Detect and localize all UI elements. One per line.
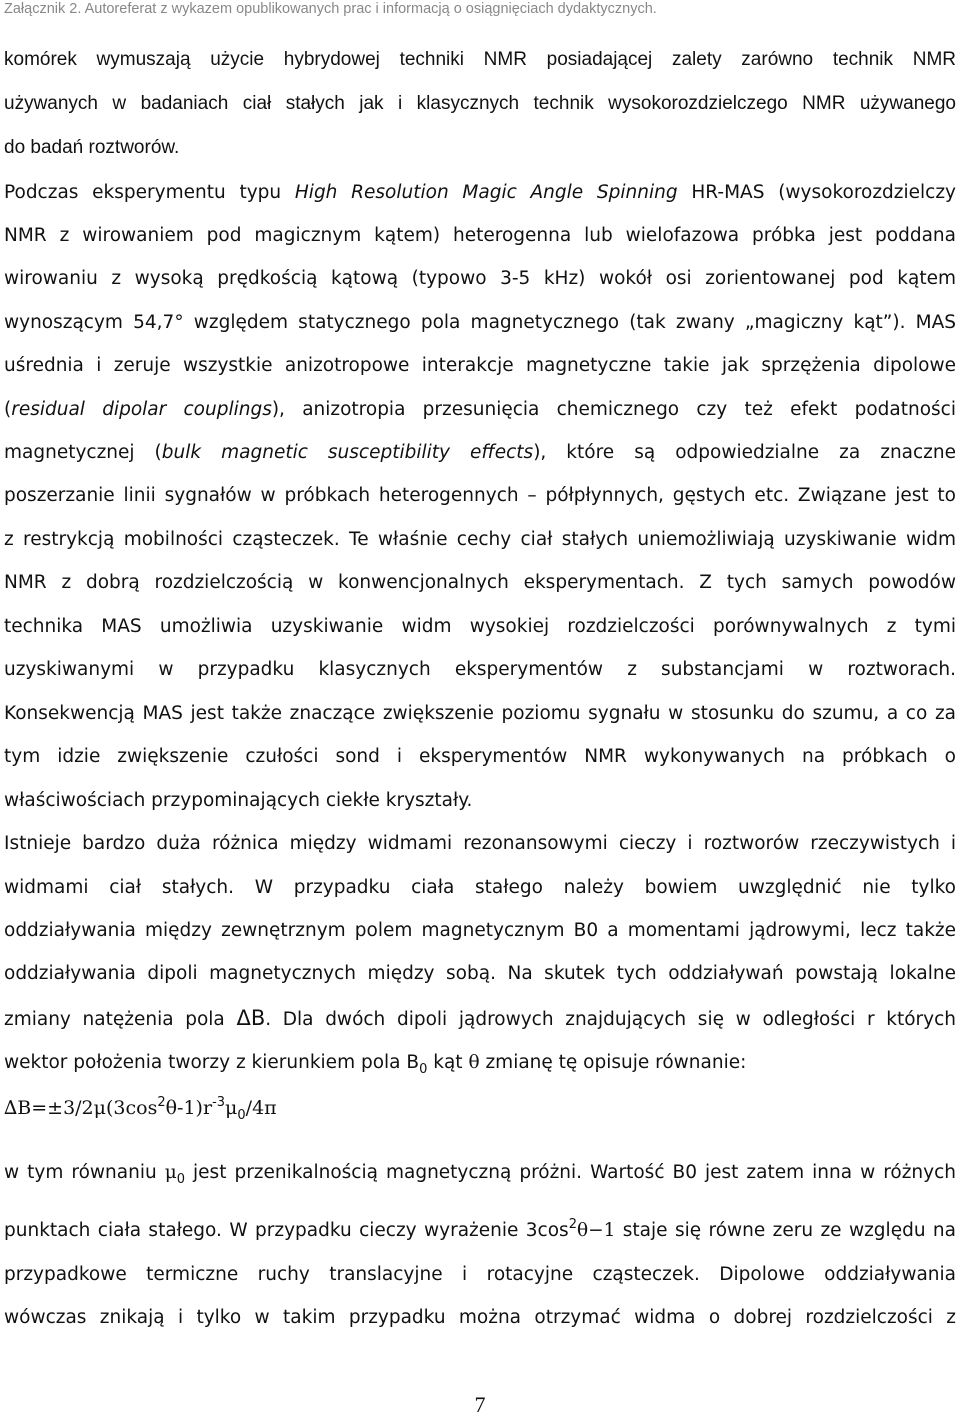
text-span: punktach ciała stałego. W przypadku cieczy wyrażenie 3cos [4, 1220, 569, 1241]
paragraph-line: Istnieje bardzo duża różnica między widmami rezonansowymi cieczy i roztworów rzeczywistych i [4, 833, 956, 854]
equation-part: /4π [245, 1097, 277, 1119]
paragraph-line: oddziaływania między zewnętrznym polem magnetycznym B0 a momentami jądrowymi, lecz także [4, 920, 956, 941]
paragraph-line: oddziaływania dipoli magnetycznych między sobą. Na skutek tych oddziaływań powstają lokalne [4, 963, 956, 984]
document-header: Załącznik 2. Autoreferat z wykazem opublikowanych prac i informacją o osiągnięciach dydaktycznych. [4, 1, 657, 17]
theta-minus-one: θ−1 [576, 1220, 616, 1241]
mu-symbol: μ [225, 1097, 238, 1119]
paragraph-line: uzyskiwanymi w przypadku klasycznych eksperymentów z substancjami w roztworach. [4, 659, 956, 680]
paragraph-line [4, 1005, 956, 1033]
text-span: zmianę tę opisuje równanie: [479, 1052, 747, 1073]
paragraph-line: technika MAS umożliwia uzyskiwanie widm wysokiej rozdzielczości porównywalnych z tymi [4, 616, 956, 637]
text-span: ), anizotropia przesunięcia chemicznego czy też efekt podatności [271, 399, 956, 420]
paragraph-line: wynoszącym 54,7° względem statycznego pola magnetycznego (tak zwany „magiczny kąt”). MAS [4, 312, 956, 333]
paragraph-line: przypadkowe termiczne ruchy translacyjne i rotacyjne cząsteczek. Dipolowe oddziaływania [4, 1264, 956, 1285]
equation-part: ∆B=±3/2μ(3cos [4, 1097, 158, 1119]
text-span: jest przenikalnością magnetyczną próżni. Wartość B0 jest zatem inna w różnych [185, 1162, 957, 1183]
italic-term: High Resolution Magic Angle Spinning [294, 182, 678, 203]
text-span: HR-MAS (wysokorozdzielczy [677, 182, 956, 203]
text-span: kąt [427, 1052, 469, 1073]
paragraph-line: z restrykcją mobilności cząsteczek. Te właśnie cechy ciał stałych uniemożliwiają uzyskiwanie widm [4, 529, 956, 550]
paragraph-line: komórek wymuszają użycie hybrydowej techniki NMR posiadającej zalety zarówno technik NMR [4, 49, 956, 70]
paragraph-line [4, 1218, 956, 1244]
page-number: 7 [474, 1392, 486, 1417]
paragraph-line [4, 1050, 956, 1076]
italic-term: bulk magnetic susceptibility effects [161, 442, 534, 463]
text-span: Podczas eksperymentu typu [4, 182, 295, 203]
mu-symbol: μ [164, 1162, 177, 1183]
text-span: wektor położenia tworzy z kierunkiem pola B [4, 1052, 420, 1073]
paragraph-line: tym idzie zwiększenie czułości sond i eksperymentów NMR wykonywanych na próbkach o [4, 746, 956, 767]
text-span: w tym równaniu [4, 1162, 165, 1183]
superscript: -3 [212, 1095, 226, 1110]
text-span: staje się równe zeru ze względu na [615, 1220, 956, 1241]
paragraph-line [4, 1160, 956, 1186]
theta-symbol: θ [468, 1052, 480, 1073]
paragraph-line: używanych w badaniach ciał stałych jak i klasycznych technik wysokorozdzielczego NMR używanego [4, 93, 956, 114]
paragraph-line [4, 397, 956, 423]
text-span: ), które są odpowiedzialne za znaczne [533, 442, 956, 463]
delta-b-symbol: ΔB [236, 1006, 266, 1030]
superscript: 2 [568, 1217, 577, 1232]
text-span: zmiany natężenia pola [4, 1009, 237, 1030]
paragraph-line [4, 440, 956, 466]
paragraph-line: NMR z dobrą rozdzielczością w konwencjonalnych eksperymentach. Z tych samych powodów [4, 572, 956, 593]
subscript: 0 [419, 1062, 428, 1077]
text-span: . Dla dwóch dipoli jądrowych znajdujących się w odległości r których [265, 1009, 956, 1030]
subscript: 0 [237, 1108, 246, 1123]
paragraph-line: wirowaniu z wysoką prędkością kątową (typowo 3-5 kHz) wokół osi zorientowanej pod kątem [4, 268, 956, 289]
text-span: magnetycznej ( [4, 442, 162, 463]
paragraph-line: Konsekwencją MAS jest także znaczące zwiększenie poziomu sygnału w stosunku do szumu, a co za [4, 703, 956, 724]
paragraph-line: wówczas znikają i tylko w takim przypadku można otrzymać widma o dobrej rozdzielczości z [4, 1307, 956, 1328]
paragraph-line: widmami ciał stałych. W przypadku ciała stałego należy bowiem uwzględnić nie tylko [4, 877, 956, 898]
paragraph-line: do badań roztworów. [4, 137, 180, 158]
paragraph-line: właściwościach przypominających ciekłe kryształy. [4, 790, 473, 811]
equation [4, 1095, 277, 1121]
equation-part: θ-1)r [165, 1097, 213, 1119]
subscript: 0 [176, 1172, 186, 1187]
paragraph-line: uśrednia i zeruje wszystkie anizotropowe interakcje magnetyczne takie jak sprzężenia dipolowe [4, 355, 956, 376]
italic-term: residual dipolar couplings [11, 399, 272, 420]
text-span: ( [4, 399, 12, 420]
paragraph-line: poszerzanie linii sygnałów w próbkach heterogennych – półpłynnych, gęstych etc. Związane jest to [4, 485, 956, 506]
paragraph-line: NMR z wirowaniem pod magicznym kątem) heterogenna lub wielofazowa próbka jest poddana [4, 225, 956, 246]
superscript: 2 [157, 1095, 166, 1110]
paragraph-line [4, 180, 956, 206]
